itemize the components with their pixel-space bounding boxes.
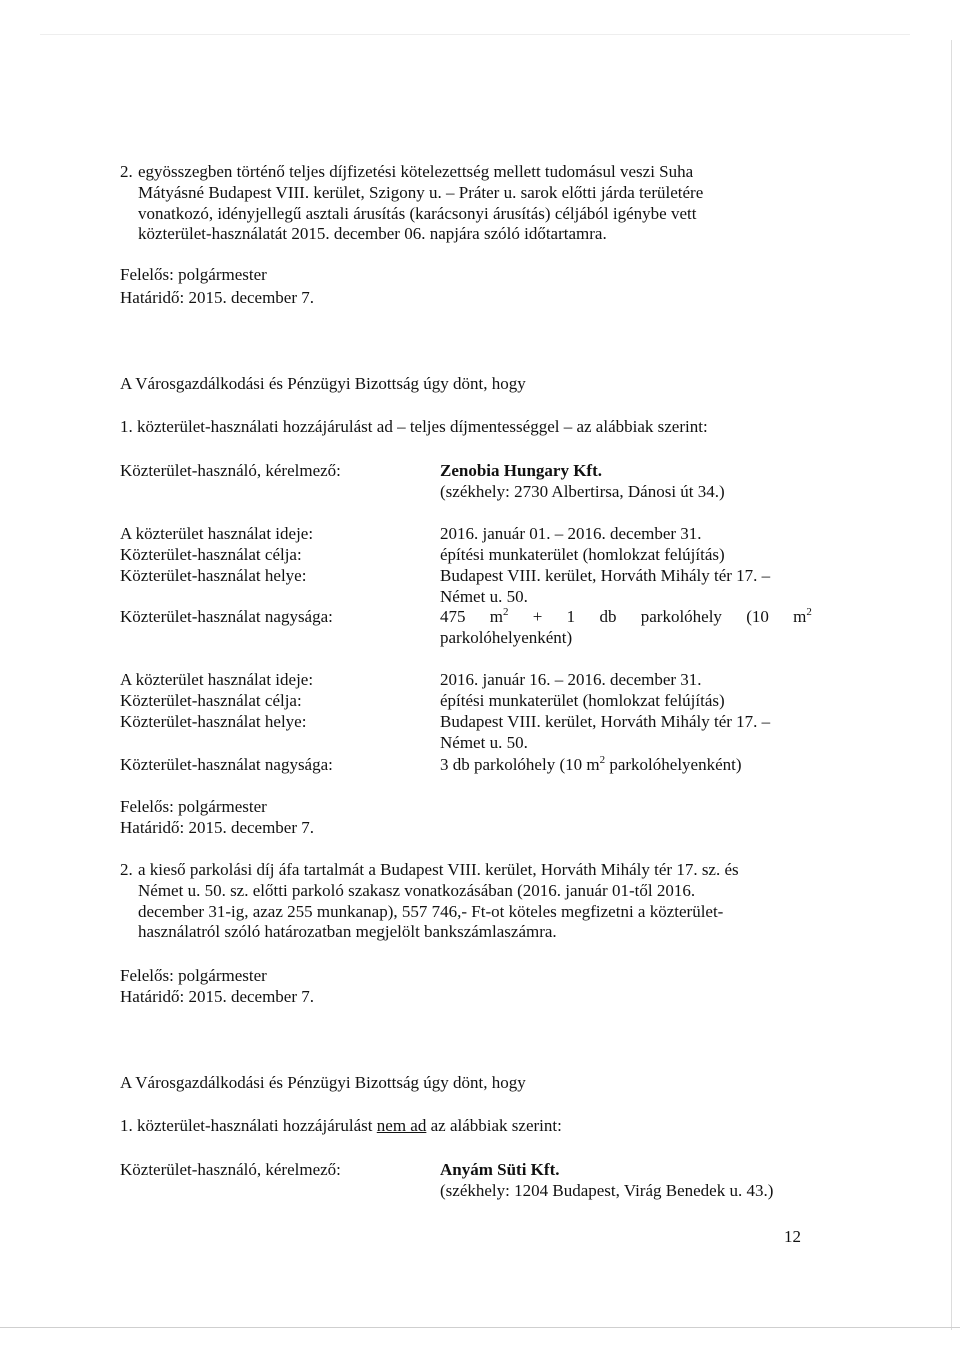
responsible-1: Felelős: polgármester — [120, 265, 267, 284]
purpose-label: Közterület-használat célja: — [120, 691, 302, 710]
paragraph-line: vonatkozó, idényjellegű asztali árusítás (karácsonyi árusítás) céljából igénybe vett — [138, 203, 697, 223]
size-label: Közterület-használat nagysága: — [120, 755, 333, 774]
paragraph-line: Német u. 50. sz. előtti parkoló szakasz vonatkozásában (2016. január 01-től 2016. — [138, 880, 696, 900]
applicant-seat: (székhely: 1204 Budapest, Virág Benedek u. 43.) — [440, 1180, 774, 1200]
scan-top-edge — [40, 34, 910, 35]
time-value: 2016. január 16. – 2016. december 31. — [440, 670, 702, 689]
paragraph-line: 2. egyösszegben történő teljes díjfizetési kötelezettség mellett tudomásul veszi Suha — [120, 162, 694, 181]
decision-item1-refusal: 1. közterület-használati hozzájárulást nem ad az alábbiak szerint: — [120, 1116, 562, 1135]
page-number: 12 — [784, 1227, 801, 1246]
scan-right-edge — [951, 40, 952, 1330]
applicant-name: Zenobia Hungary Kft. — [440, 461, 602, 480]
time-label: A közterület használat ideje: — [120, 670, 314, 689]
decision-item1: 1. közterület-használati hozzájárulást ad – teljes díjmentességgel – az alábbiak szerint: — [120, 417, 708, 436]
item-number: 2. — [120, 860, 133, 879]
section1-item2 — [120, 162, 812, 245]
size-label: Közterület-használat nagysága: — [120, 607, 333, 626]
size-value: 475 $m^2$ + 1 db parkolóhely (10 $m^2$ parkolóhelyenként) — [440, 606, 812, 647]
place-label: Közterület-használat helye: — [120, 712, 307, 731]
applicant-value — [440, 461, 812, 503]
item-number: 2. — [120, 162, 133, 181]
decision-heading-2: A Városgazdálkodási és Pénzügyi Bizottság úgy dönt, hogy — [120, 1073, 526, 1092]
paragraph-line: december 31-ig, azaz 255 munkanap), 557 746,- Ft-ot köteles megfizetni a közterület- — [138, 901, 724, 921]
place-label: Közterület-használat helye: — [120, 566, 307, 585]
size-value: 3 db parkolóhely (10 $m^2$ parkolóhelyenként) — [440, 754, 742, 774]
deadline-1: Határidő: 2015. december 7. — [120, 288, 315, 307]
decision-heading-1: A Városgazdálkodási és Pénzügyi Bizottság úgy dönt, hogy — [120, 374, 526, 393]
deadline-3: Határidő: 2015. december 7. — [120, 987, 315, 1006]
place-value: Budapest VIII. kerület, Horváth Mihály tér 17. – Német u. 50. — [440, 566, 771, 606]
purpose-value: építési munkaterület (homlokzat felújítás) — [440, 545, 725, 564]
applicant-label: Közterület-használó, kérelmező: — [120, 1160, 341, 1179]
paragraph-line: 2. a kieső parkolási díj áfa tartalmát a Budapest VIII. kerület, Horváth Mihály tér 17. sz. és — [120, 860, 739, 879]
applicant-name: Anyám Süti Kft. — [440, 1160, 560, 1179]
time-value: 2016. január 01. – 2016. december 31. — [440, 524, 702, 543]
responsible-3: Felelős: polgármester — [120, 966, 267, 985]
responsible-2: Felelős: polgármester — [120, 797, 267, 816]
purpose-label: Közterület-használat célja: — [120, 545, 302, 564]
paragraph-line: közterület-használatát 2015. december 06. napjára szóló időtartamra. — [138, 224, 607, 244]
section2-item2 — [120, 860, 812, 943]
applicant-label: Közterület-használó, kérelmező: — [120, 461, 341, 480]
purpose-value: építési munkaterület (homlokzat felújítás) — [440, 691, 725, 710]
scan-bottom-edge — [0, 1327, 960, 1328]
paragraph-line: Mátyásné Budapest VIII. kerület, Szigony u. – Práter u. sarok előtti járda területére — [138, 182, 704, 202]
time-label: A közterület használat ideje: — [120, 524, 314, 543]
applicant-value — [440, 1160, 812, 1202]
place-value: Budapest VIII. kerület, Horváth Mihály tér 17. – Német u. 50. — [440, 712, 771, 752]
deadline-2: Határidő: 2015. december 7. — [120, 818, 315, 837]
paragraph-line: használatról szóló határozatban megjelölt bankszámlaszámra. — [138, 922, 557, 942]
applicant-seat: (székhely: 2730 Albertirsa, Dánosi út 34.) — [440, 481, 725, 501]
underlined-nem-ad: nem ad — [376, 1116, 427, 1135]
